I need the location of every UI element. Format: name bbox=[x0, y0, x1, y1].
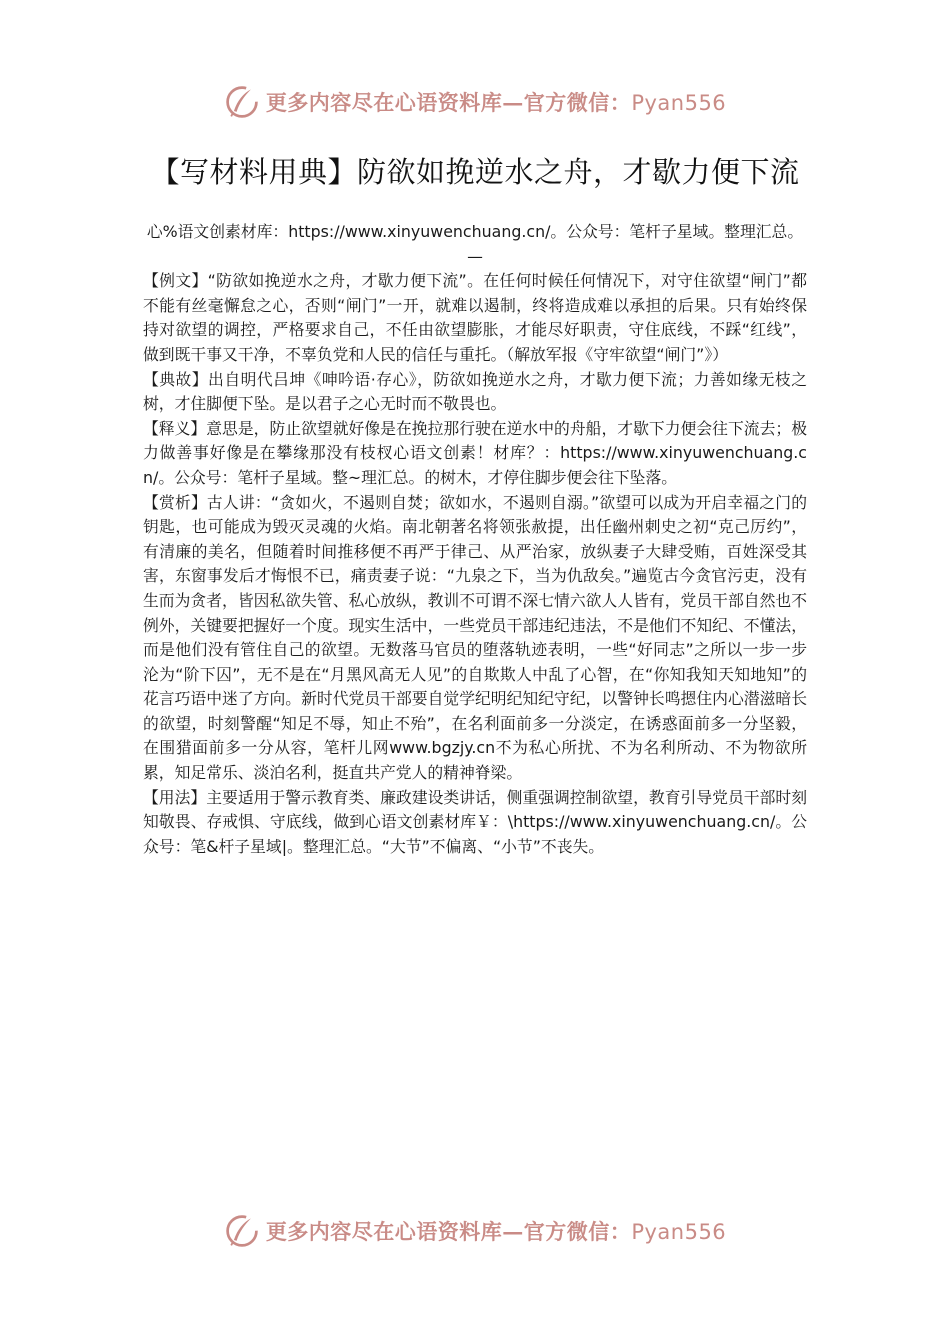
example-paragraph: 【例文】“防欲如挽逆水之舟，才歇力便下流”。在任何时候任何情况下，对守住欲望“闸门”都不能有丝毫懈怠之心，否则“闸门”一开，就难以遏制，终将造成难以承担的后果。只有始终保持对欲望的调控，严格要求自己，不任由欲望膨胀，才能尽好职责，守住底线，不踩“红线”，做到既干事又干净，不辜负党和人民的信任与重托。（解放军报《守牢欲望“闸门”》） bbox=[143, 271, 807, 364]
footer-banner bbox=[0, 1209, 950, 1253]
source-paragraph: 【典故】出自明代吕坤《呻吟语·存心》，防欲如挽逆水之舟，才歇力便下流；力善如缘无枝之树，才住脚便下坠。是以君子之心无时而不敬畏也。 bbox=[143, 369, 807, 414]
meaning-paragraph: 【释义】意思是，防止欲望就好像是在挽拉那行驶在逆水中的舟船，才歇下力便会往下流去；极力做善事好像是在攀缘那没有枝杈心语文创素！材库？：https://www.xinyuwenchuang.cn/。公众号：笔杆子星域。整~理汇总。的树木，才停住脚步便会往下坠落。 bbox=[143, 418, 807, 487]
article-body bbox=[143, 220, 807, 859]
header-banner bbox=[0, 80, 950, 124]
analysis-paragraph: 【赏析】古人讲：“贪如火，不遏则自焚；欲如水，不遏则自溺。”欲望可以成为开启幸福之门的钥匙，也可能成为毁灭灵魂的火焰。南北朝著名将领张赦提，出任幽州刺史之初“克己厉约”，有清廉的美名，但随着时间推移便不再严于律己、从严治家，放纵妻子大肆受贿，百姓深受其害，东窗事发后才悔恨不已，痛责妻子说：“九泉之下，当为仇敌矣。”遍览古今贪官污吏，没有生而为贪者，皆因私欲失管、私心放纵，教训不可谓不深七情六欲人人皆有，党员干部自然也不例外，关键要把握好一个度。现实生活中，一些党员干部违纪违法，不是他们不知纪、不懂法，而是他们没有管住自己的欲望。无数落马官员的堕落轨迹表明，一些“好同志”之所以一步一步沦为“阶下囚”，无不是在“月黑风高无人见”的自欺欺人中乱了心智，在“你知我知天知地知”的花言巧语中迷了方向。新时代党员干部要自觉学纪明纪知纪守纪，以警钟长鸣摁住内心潜滋暗长的欲望，时刻警醒“知足不辱，知止不殆”，在名利面前多一分淡定，在诱惑面前多一分坚毅，在围猎面前多一分从容，笔杆儿网www.bgzjy.cn不为私心所扰、不为名利所动、不为物欲所累，知足常乐、淡泊名利，挺直共产党人的精神脊梁。 bbox=[143, 492, 807, 783]
intro-paragraph: 心%语文创素材库：https://www.xinyuwenchuang.cn/。公众号：笔杆子星域。整理汇总。— bbox=[146, 222, 804, 266]
quill-pen-logo-icon bbox=[224, 1213, 260, 1249]
quill-pen-logo-icon bbox=[224, 84, 260, 120]
banner-text: 更多内容尽在心语资料库—官方微信：Pyan556 bbox=[265, 90, 727, 115]
banner-handle: Pyan556 bbox=[631, 1220, 727, 1244]
usage-paragraph: 【用法】主要适用于警示教育类、廉政建设类讲话，侧重强调控制欲望，教育引导党员干部时刻知敬畏、存戒惧、守底线，做到心语文创素材库￥：\https://www.xinyuwenchuang.cn/。公众号：笔&杆子星域|。整理汇总。“大节”不偏离、“小节”不丧失。 bbox=[143, 787, 807, 856]
banner-text: 更多内容尽在心语资料库—官方微信：Pyan556 bbox=[265, 1219, 727, 1244]
banner-handle: Pyan556 bbox=[631, 91, 727, 115]
page-title: 【写材料用典】防欲如挽逆水之舟，才歇力便下流 bbox=[150, 155, 800, 189]
